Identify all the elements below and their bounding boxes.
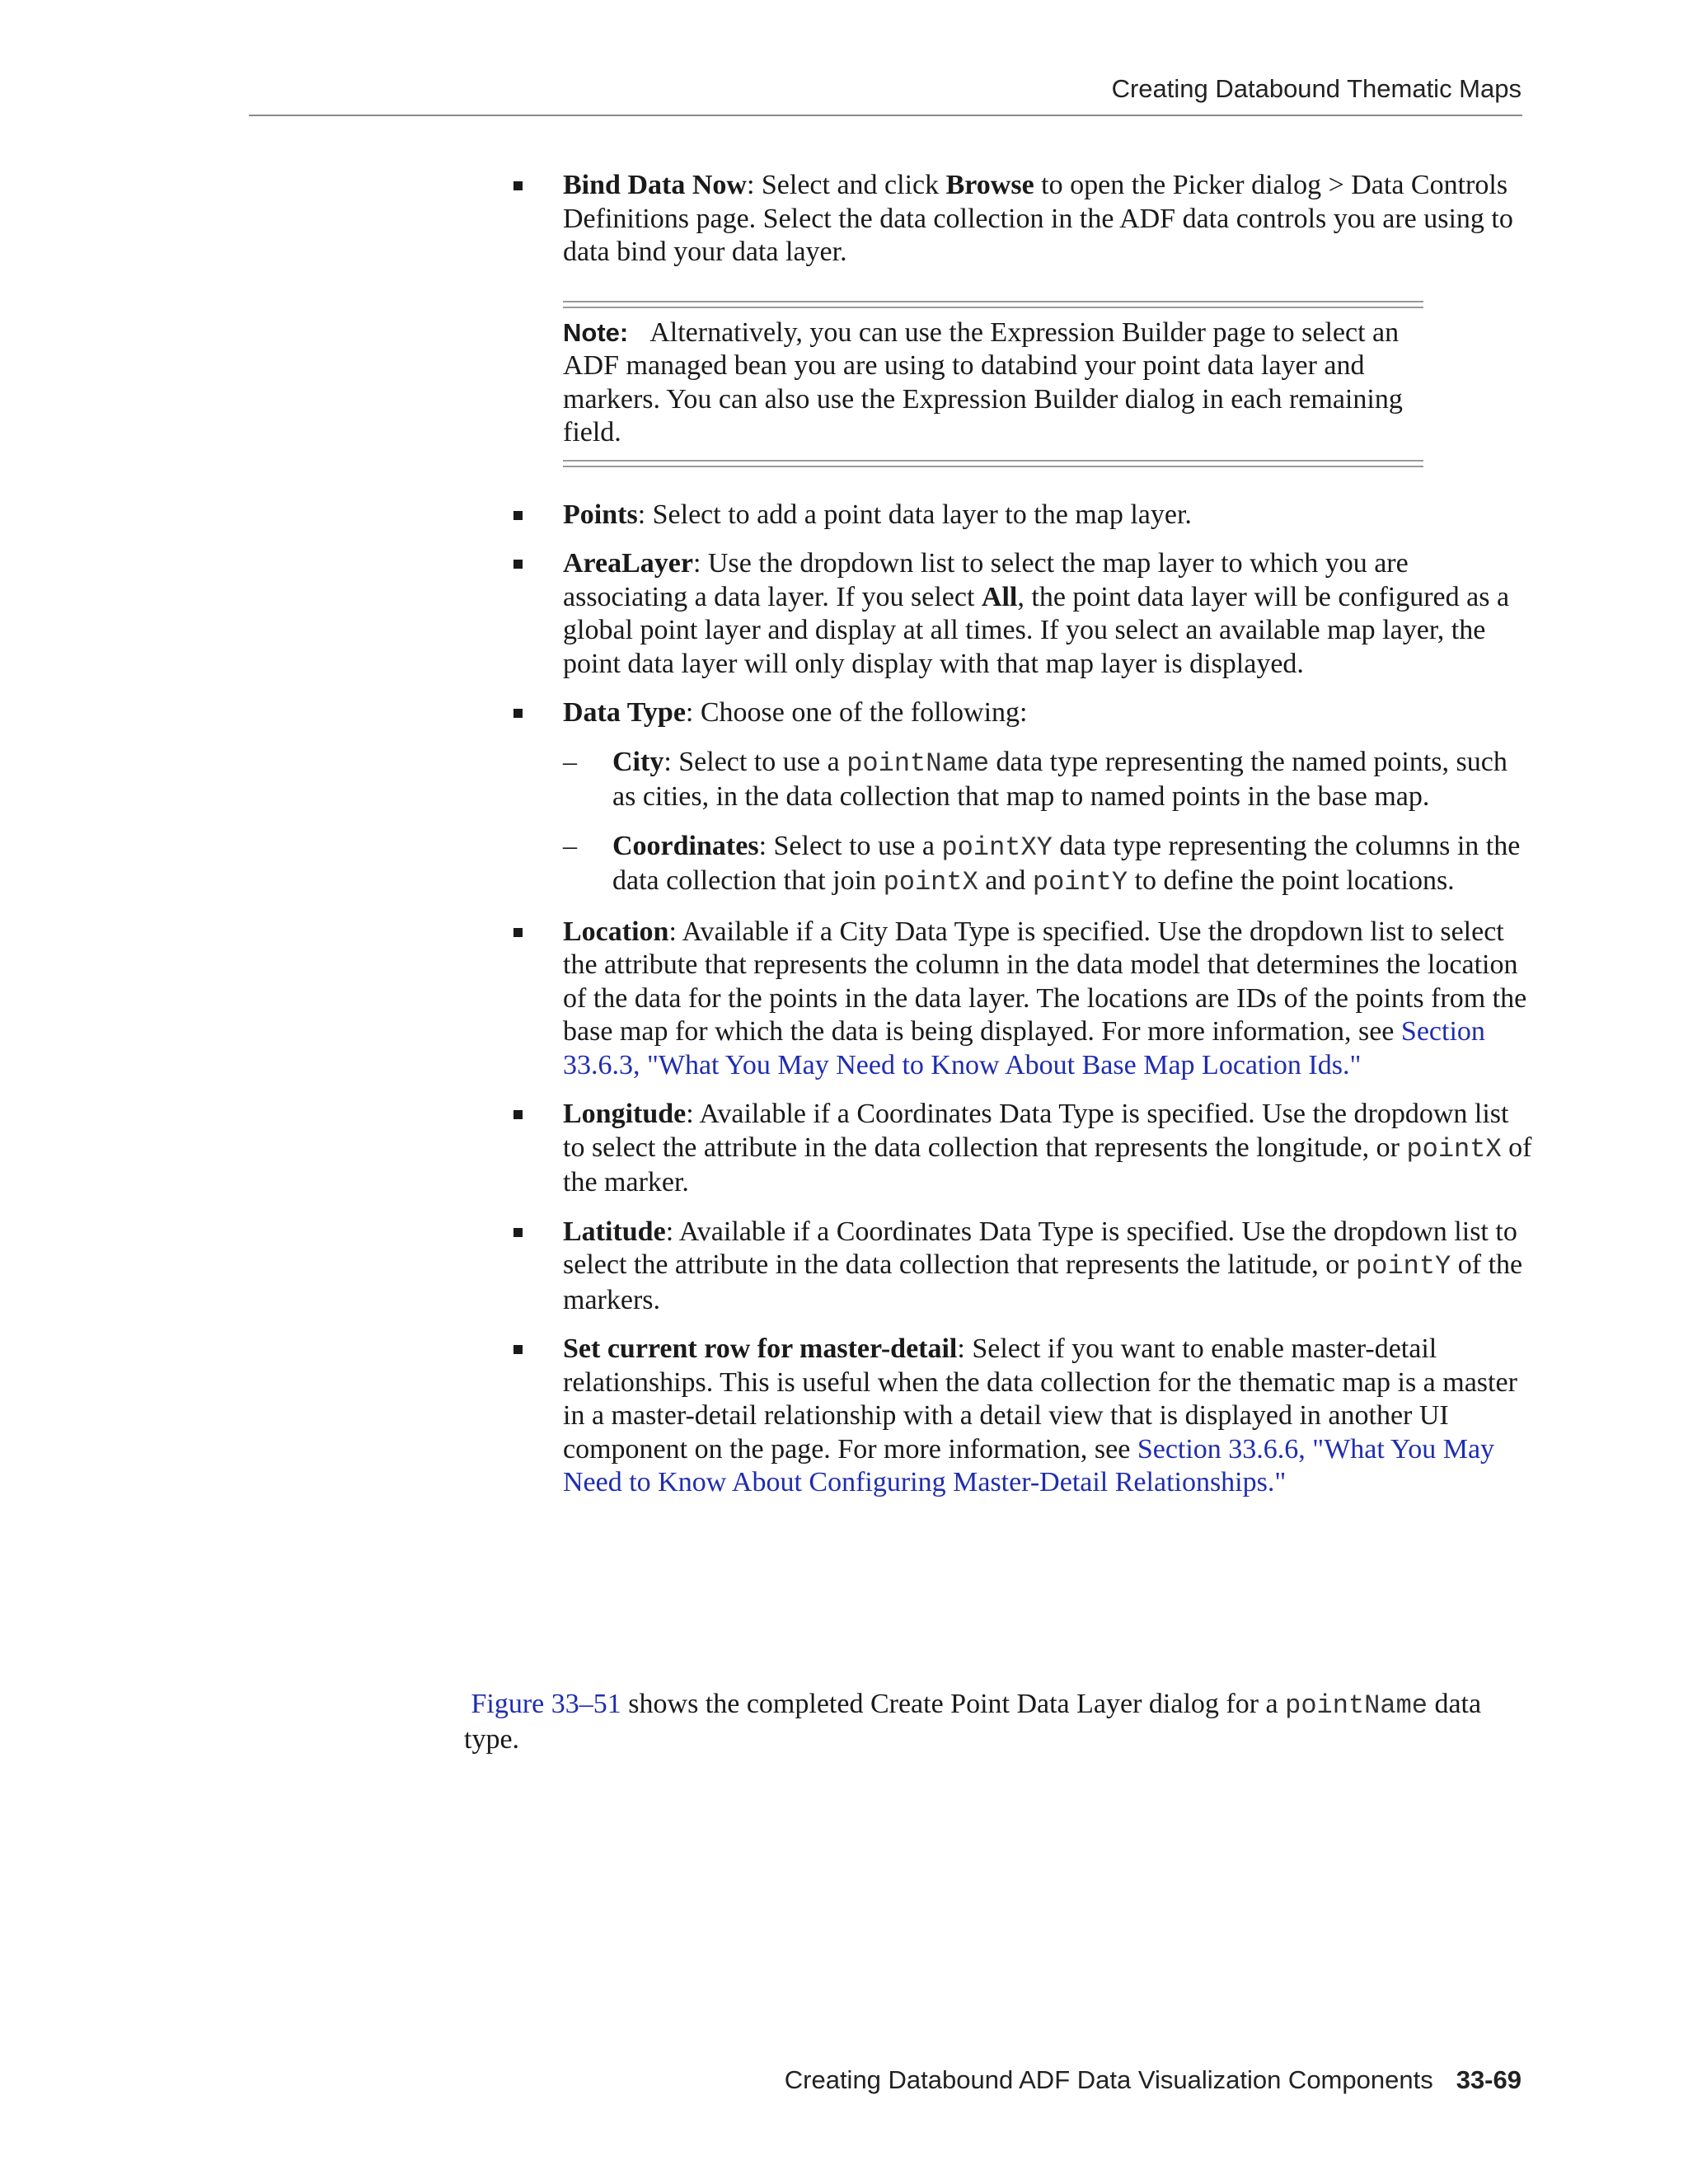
square-bullet-icon — [513, 928, 523, 937]
note-text: Alternatively, you can use the Expression Builder page to select an ADF managed bean you are using to databind your point data layer and markers. You can also use the Expression Builder dialog in each remaining field. — [563, 316, 1403, 448]
item-text: , the point data layer will be configured as a global point layer and display at all times. If you select an available map layer, the point data layer will only display with that map layer is displayed. — [563, 581, 1510, 679]
code-point-xy: pointXY — [941, 832, 1053, 863]
square-bullet-icon — [513, 511, 523, 520]
closing-text: data type. — [464, 1689, 1482, 1755]
term-master-detail: Set current row for master-detail — [563, 1333, 958, 1364]
code-point-y: pointY — [1032, 867, 1128, 898]
header-divider — [249, 115, 1522, 116]
square-bullet-icon — [513, 1228, 523, 1237]
item-text: : Use the dropdown list to select the map layer to which you are associating a data layer. If you select — [563, 548, 1409, 612]
list-item-master-detail — [464, 1333, 1536, 1500]
item-text: data type representing the columns in the data collection that join — [612, 830, 1521, 896]
link-section-33-6-3[interactable]: Section 33.6.3, "What You May Need to Know About Base Map Location Ids." — [563, 1016, 1485, 1080]
list-item-area-layer — [464, 547, 1536, 681]
item-text: : Available if a Coordinates Data Type is specified. Use the dropdown list to select the attribute in the data collection that represents the latitude, or — [563, 1216, 1517, 1280]
item-text: and — [978, 865, 1033, 896]
item-text: : Select to add a point data layer to the map layer. — [637, 499, 1192, 530]
code-point-name: pointName — [1285, 1690, 1428, 1721]
square-bullet-icon — [513, 1345, 523, 1354]
dash-marker: – — [563, 746, 577, 777]
dash-marker: – — [563, 830, 577, 861]
list-item-location — [464, 916, 1536, 1083]
term-location: Location — [563, 916, 669, 947]
item-text: : Select and click — [746, 170, 946, 200]
item-text: : Select if you want to enable master-detail relationships. This is useful when the data collection for the thematic map is a master in a master-detail relationship with a detail view that is displayed in another UI component on the page. For more information, see — [563, 1333, 1517, 1465]
term-bind-data-now: Bind Data Now — [563, 170, 747, 200]
code-point-x: pointX — [883, 867, 978, 898]
item-text: : Select to use a — [758, 830, 942, 861]
note-bottom-rule — [563, 460, 1423, 467]
term-all: All — [981, 581, 1018, 612]
note-top-rule — [563, 301, 1423, 308]
running-footer — [785, 2065, 1522, 2095]
main-content — [464, 169, 1536, 1516]
item-text: : Select to use a — [663, 746, 847, 777]
link-figure-33-51[interactable]: Figure 33–51 — [471, 1689, 621, 1719]
item-text: to open the Picker dialog > Data Controls Definitions page. Select the data collection in the ADF data controls you are using to data bind your data layer. — [563, 170, 1513, 267]
term-latitude: Latitude — [563, 1216, 666, 1247]
term-coordinates: Coordinates — [612, 830, 759, 861]
term-browse: Browse — [945, 170, 1034, 200]
code-point-name: pointName — [846, 748, 990, 779]
footer-title: Creating Databound ADF Data Visualization Components — [784, 2065, 1433, 2094]
square-bullet-icon — [513, 181, 523, 190]
list-item-points — [464, 499, 1536, 532]
list-item-bind-data-now — [464, 169, 1536, 269]
term-longitude: Longitude — [563, 1099, 687, 1129]
code-point-y: pointY — [1356, 1251, 1451, 1282]
item-text: data type representing the named points, such as cities, in the data collection that map to named points in the base map. — [612, 746, 1507, 812]
note-box — [563, 301, 1423, 467]
square-bullet-icon — [513, 1110, 523, 1119]
list-item-longitude — [464, 1098, 1536, 1200]
item-text: of the markers. — [563, 1249, 1523, 1315]
square-bullet-icon — [513, 709, 523, 718]
term-data-type: Data Type — [563, 697, 686, 728]
running-header: Creating Databound Thematic Maps — [1111, 74, 1522, 103]
code-point-x: pointX — [1406, 1133, 1502, 1165]
closing-text: shows the completed Create Point Data Layer dialog for a — [621, 1689, 1286, 1719]
item-text: : Choose one of the following: — [685, 697, 1028, 728]
item-text: : Available if a Coordinates Data Type is specified. Use the dropdown list to select the attribute in the data collection that represents the longitude, or — [563, 1099, 1509, 1163]
page-number: 33-69 — [1456, 2065, 1522, 2094]
item-text: : Available if a City Data Type is specified. Use the dropdown list to select the attribute that represents the column in the data model that determines the location of the data for the points in the data layer. The locations are IDs of the points from the base map for which the data is being displayed. For more information, see — [563, 916, 1527, 1047]
list-item-data-type — [464, 696, 1536, 730]
sub-item-coordinates — [464, 830, 1536, 900]
note-label: Note: — [563, 317, 629, 347]
link-section-33-6-6[interactable]: Section 33.6.6, "What You May Need to Know About Configuring Master-Detail Relationships." — [563, 1433, 1495, 1497]
term-area-layer: AreaLayer — [563, 548, 693, 579]
term-points: Points — [563, 499, 638, 530]
square-bullet-icon — [513, 560, 523, 569]
closing-paragraph — [464, 1688, 1536, 1756]
list-item-latitude — [464, 1216, 1536, 1318]
item-text: of the marker. — [563, 1132, 1532, 1197]
term-city: City — [612, 746, 664, 777]
note-body — [563, 308, 1423, 460]
item-text: to define the point locations. — [1128, 865, 1455, 896]
sub-item-city — [464, 746, 1536, 814]
